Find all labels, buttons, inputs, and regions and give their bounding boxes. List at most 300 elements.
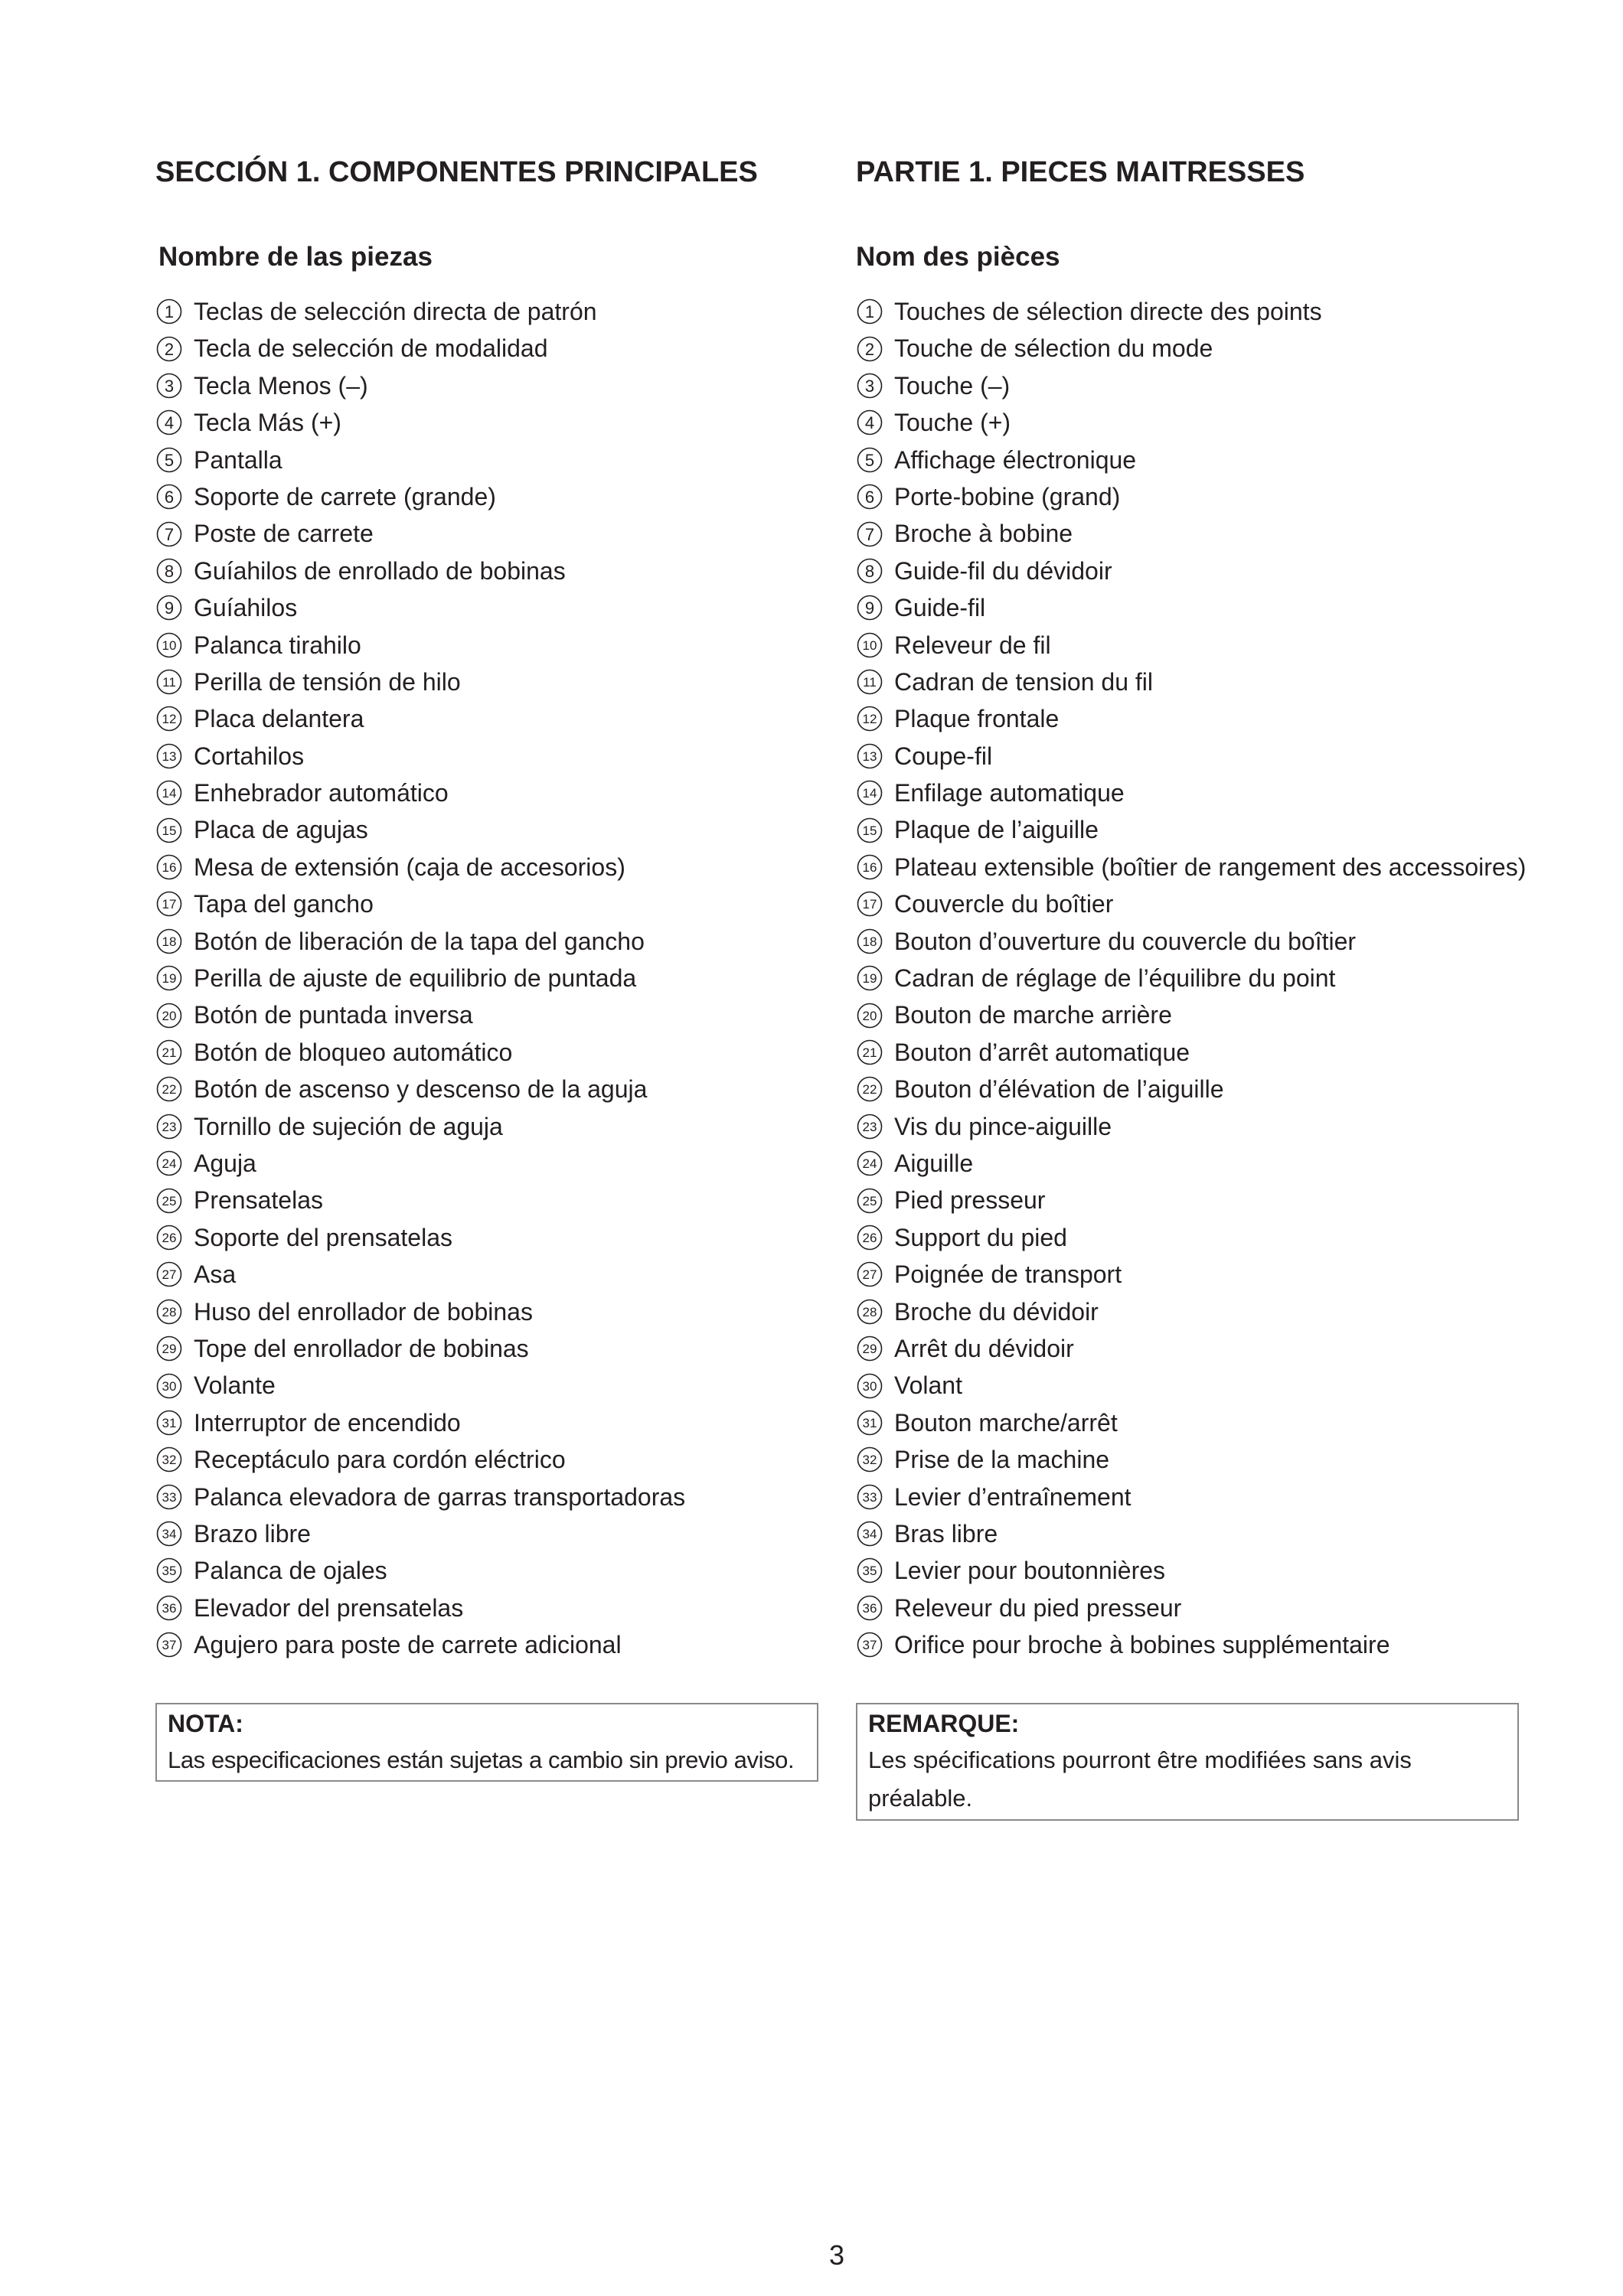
list-item: [856, 1219, 1526, 1256]
svg-text:17: 17: [862, 897, 877, 912]
svg-text:35: 35: [162, 1564, 177, 1579]
circled-number: [856, 1594, 883, 1622]
list-item: [856, 923, 1526, 960]
list-item: [856, 1515, 1526, 1552]
list-item: [155, 1515, 685, 1552]
part-name: Placa de agujas: [194, 816, 368, 844]
list-item: [856, 330, 1526, 367]
circled-number: [856, 779, 883, 807]
circled-number: [155, 1594, 183, 1622]
circled-number: [856, 890, 883, 918]
circled-number: [856, 1261, 883, 1288]
part-name: Tornillo de sujeción de aguja: [194, 1112, 503, 1140]
page-number: 3: [828, 2239, 845, 2271]
svg-text:14: 14: [162, 786, 177, 801]
svg-text:25: 25: [162, 1193, 177, 1208]
circled-number: [856, 1409, 883, 1437]
list-item: [155, 404, 685, 441]
list-item: [856, 1404, 1526, 1441]
svg-text:30: 30: [162, 1378, 177, 1394]
circled-number: [856, 557, 883, 585]
list-item: [856, 404, 1526, 441]
list-item: [155, 515, 685, 552]
list-item: [155, 996, 685, 1033]
part-name: Cadran de réglage de l’équilibre du point: [894, 964, 1336, 993]
part-name: Bouton de marche arrière: [894, 1001, 1172, 1029]
part-name: Vis du pince-aiguille: [894, 1112, 1112, 1140]
part-name: Palanca de ojales: [194, 1557, 387, 1585]
circled-number: [155, 557, 183, 585]
note-text-french: Les spécifications pourront être modifiées sans avis préalable.: [868, 1746, 1412, 1812]
circled-number: [155, 1631, 183, 1658]
circled-number: [856, 1372, 883, 1400]
circled-number: [856, 372, 883, 400]
part-name: Botón de ascenso y descenso de la aguja: [194, 1075, 648, 1104]
part-name: Levier d’entraînement: [894, 1482, 1132, 1511]
part-name: Touche de sélection du mode: [894, 334, 1213, 363]
circled-number: [856, 853, 883, 881]
list-item: [155, 1108, 685, 1145]
svg-text:36: 36: [862, 1600, 877, 1616]
french-column: [856, 153, 1591, 1812]
svg-text:19: 19: [862, 971, 877, 987]
list-item: [856, 1071, 1526, 1107]
svg-text:5: 5: [864, 450, 875, 470]
list-item: [856, 553, 1526, 589]
list-item: [856, 1256, 1526, 1293]
circled-number: [155, 1075, 183, 1103]
circled-number: [856, 1446, 883, 1473]
circled-number: [856, 1631, 883, 1658]
parts-list-spanish: [155, 293, 685, 1663]
part-name: Soporte de carrete (grande): [194, 482, 496, 510]
part-name: Pied presseur: [894, 1186, 1046, 1215]
svg-text:12: 12: [862, 712, 877, 727]
list-item: [856, 1182, 1526, 1218]
circled-number: [155, 1298, 183, 1326]
svg-text:9: 9: [864, 598, 875, 618]
list-item: [155, 1071, 685, 1107]
list-item: [155, 1293, 685, 1330]
list-item: [155, 1219, 685, 1256]
spanish-column: [155, 153, 829, 1773]
part-name: Guíahilos: [194, 594, 298, 622]
list-item: [155, 700, 685, 737]
list-item: [155, 442, 685, 478]
circled-number: [155, 928, 183, 955]
part-name: Touche (+): [894, 409, 1011, 437]
part-name: Asa: [194, 1261, 237, 1289]
part-name: Tecla Más (+): [194, 409, 341, 437]
part-name: Brazo libre: [194, 1519, 311, 1548]
list-item: [856, 1441, 1526, 1478]
circled-number: [155, 1409, 183, 1437]
svg-text:2: 2: [864, 339, 875, 359]
svg-text:10: 10: [862, 638, 877, 653]
part-name: Levier pour boutonnières: [894, 1557, 1166, 1585]
part-name: Palanca elevadora de garras transportadoras: [194, 1482, 686, 1511]
list-item: [856, 1108, 1526, 1145]
part-name: Elevador del prensatelas: [194, 1593, 464, 1622]
circled-number: [155, 298, 183, 325]
svg-text:13: 13: [162, 748, 177, 764]
circled-number: [856, 1483, 883, 1511]
svg-text:18: 18: [862, 934, 877, 949]
part-name: Tecla de selección de modalidad: [194, 334, 548, 363]
part-name: Agujero para poste de carrete adicional: [194, 1631, 622, 1659]
list-item: [856, 293, 1526, 330]
svg-text:27: 27: [862, 1267, 877, 1283]
circled-number: [155, 1187, 183, 1215]
svg-text:19: 19: [162, 971, 177, 987]
svg-text:23: 23: [162, 1119, 177, 1134]
circled-number: [155, 890, 183, 918]
svg-text:24: 24: [862, 1156, 877, 1172]
part-name: Huso del enrollador de bobinas: [194, 1297, 533, 1326]
circled-number: [155, 1335, 183, 1362]
part-name: Plateau extensible (boîtier de rangement des accessoires): [894, 853, 1527, 881]
circled-number: [856, 1557, 883, 1584]
circled-number: [856, 335, 883, 363]
circled-number: [155, 631, 183, 659]
circled-number: [155, 1261, 183, 1288]
circled-number: [155, 964, 183, 992]
list-item: [856, 1034, 1526, 1071]
part-name: Cadran de tension du fil: [894, 667, 1153, 696]
list-item: [155, 330, 685, 367]
list-item: [155, 627, 685, 664]
list-item: [856, 1626, 1526, 1663]
svg-text:15: 15: [162, 823, 177, 838]
part-name: Coupe-fil: [894, 742, 993, 770]
part-name: Cortahilos: [194, 742, 305, 770]
list-item: [856, 442, 1526, 478]
circled-number: [856, 520, 883, 548]
circled-number: [155, 1113, 183, 1140]
svg-text:13: 13: [862, 748, 877, 764]
svg-text:11: 11: [162, 675, 176, 690]
part-name: Orifice pour broche à bobines supplémentaire: [894, 1631, 1390, 1659]
circled-number: [155, 1446, 183, 1473]
list-item: [155, 1626, 685, 1663]
svg-text:37: 37: [862, 1638, 877, 1653]
svg-text:30: 30: [862, 1378, 877, 1394]
part-name: Aiguille: [894, 1149, 974, 1177]
list-item: [856, 1293, 1526, 1330]
part-name: Porte-bobine (grand): [894, 482, 1121, 510]
part-name: Aguja: [194, 1149, 256, 1177]
list-item: [155, 1404, 685, 1441]
svg-text:33: 33: [162, 1489, 177, 1505]
svg-text:1: 1: [164, 302, 175, 322]
svg-text:26: 26: [162, 1230, 177, 1245]
part-name: Plaque frontale: [894, 705, 1060, 733]
circled-number: [155, 1520, 183, 1548]
list-item: [155, 1034, 685, 1071]
list-item: [155, 1441, 685, 1478]
part-name: Placa delantera: [194, 705, 364, 733]
svg-text:27: 27: [162, 1267, 177, 1283]
circled-number: [155, 520, 183, 548]
circled-number: [155, 817, 183, 844]
circled-number: [155, 446, 183, 474]
list-item: [155, 1330, 685, 1367]
circled-number: [856, 1298, 883, 1326]
list-item: [856, 627, 1526, 664]
list-item: [155, 589, 685, 626]
part-name: Botón de liberación de la tapa del gancho: [194, 927, 645, 955]
svg-text:33: 33: [862, 1489, 877, 1505]
list-item: [155, 1590, 685, 1626]
part-name: Tecla Menos (–): [194, 371, 368, 400]
part-name: Bouton d’arrêt automatique: [894, 1038, 1190, 1066]
circled-number: [856, 298, 883, 325]
part-name: Bras libre: [894, 1519, 998, 1548]
list-item: [856, 1330, 1526, 1367]
note-box-spanish: [155, 1703, 818, 1782]
list-item: [155, 1479, 685, 1515]
subtitle-spanish: Nombre de las piezas: [158, 242, 433, 272]
circled-number: [155, 668, 183, 696]
svg-text:24: 24: [162, 1156, 177, 1172]
circled-number: [856, 964, 883, 992]
list-item: [155, 1182, 685, 1218]
svg-text:22: 22: [162, 1082, 177, 1097]
part-name: Bouton marche/arrêt: [894, 1408, 1118, 1437]
circled-number: [155, 1483, 183, 1511]
circled-number: [155, 1039, 183, 1066]
circled-number: [155, 335, 183, 363]
list-item: [155, 923, 685, 960]
circled-number: [856, 1075, 883, 1103]
part-name: Bouton d’ouverture du couvercle du boîtier: [894, 927, 1357, 955]
svg-text:4: 4: [864, 413, 875, 433]
list-item: [856, 589, 1526, 626]
circled-number: [155, 1372, 183, 1400]
list-item: [155, 367, 685, 404]
note-title-french: REMARQUE:: [868, 1710, 1020, 1737]
circled-number: [856, 817, 883, 844]
svg-text:32: 32: [162, 1453, 177, 1468]
list-item: [155, 553, 685, 589]
part-name: Soporte del prensatelas: [194, 1223, 452, 1251]
svg-text:12: 12: [162, 712, 177, 727]
part-name: Guide-fil du dévidoir: [894, 556, 1112, 585]
svg-text:37: 37: [162, 1638, 177, 1653]
part-name: Pantalla: [194, 445, 282, 474]
svg-text:6: 6: [164, 488, 175, 507]
svg-text:29: 29: [162, 1342, 177, 1357]
part-name: Tope del enrollador de bobinas: [194, 1334, 529, 1362]
circled-number: [155, 705, 183, 732]
part-name: Poste de carrete: [194, 520, 374, 548]
svg-text:29: 29: [862, 1342, 877, 1357]
part-name: Broche du dévidoir: [894, 1297, 1099, 1326]
svg-text:31: 31: [162, 1415, 177, 1430]
svg-text:18: 18: [162, 934, 177, 949]
parts-list-french: [856, 293, 1526, 1663]
list-item: [856, 1145, 1526, 1182]
circled-number: [856, 409, 883, 436]
svg-text:34: 34: [162, 1527, 177, 1542]
part-name: Plaque de l’aiguille: [894, 816, 1099, 844]
circled-number: [856, 742, 883, 770]
svg-text:8: 8: [864, 561, 875, 581]
list-item: [856, 1367, 1526, 1404]
list-item: [856, 1590, 1526, 1626]
circled-number: [856, 594, 883, 621]
part-name: Perilla de ajuste de equilibrio de puntada: [194, 964, 637, 993]
part-name: Teclas de selección directa de patrón: [194, 298, 597, 325]
svg-text:22: 22: [862, 1082, 877, 1097]
circled-number: [856, 1150, 883, 1177]
list-item: [155, 664, 685, 700]
svg-text:28: 28: [862, 1304, 877, 1319]
part-name: Couvercle du boîtier: [894, 890, 1114, 918]
list-item: [856, 478, 1526, 515]
circled-number: [155, 594, 183, 621]
svg-text:35: 35: [862, 1564, 877, 1579]
part-name: Releveur du pied presseur: [894, 1593, 1182, 1622]
part-name: Guíahilos de enrollado de bobinas: [194, 556, 566, 585]
svg-text:10: 10: [162, 638, 177, 653]
list-item: [155, 1367, 685, 1404]
svg-text:23: 23: [862, 1119, 877, 1134]
svg-text:11: 11: [863, 675, 877, 690]
part-name: Prise de la machine: [894, 1446, 1110, 1474]
svg-text:4: 4: [164, 413, 175, 433]
part-name: Botón de bloqueo automático: [194, 1038, 513, 1066]
subtitle-french: Nom des pièces: [856, 242, 1060, 272]
circled-number: [856, 705, 883, 732]
svg-text:3: 3: [864, 376, 875, 396]
svg-text:15: 15: [862, 823, 877, 838]
part-name: Support du pied: [894, 1223, 1067, 1251]
circled-number: [856, 446, 883, 474]
list-item: [155, 1145, 685, 1182]
part-name: Interruptor de encendido: [194, 1408, 461, 1437]
circled-number: [856, 631, 883, 659]
list-item: [856, 1479, 1526, 1515]
list-item: [856, 775, 1526, 811]
part-name: Bouton d’élévation de l’aiguille: [894, 1075, 1224, 1104]
circled-number: [856, 483, 883, 510]
circled-number: [155, 1150, 183, 1177]
part-name: Receptáculo para cordón eléctrico: [194, 1446, 566, 1474]
circled-number: [856, 1002, 883, 1029]
part-name: Affichage électronique: [894, 445, 1137, 474]
section-title-french: PARTIE 1. PIECES MAITRESSES: [856, 156, 1305, 188]
svg-text:6: 6: [864, 488, 875, 507]
list-item: [856, 515, 1526, 552]
svg-text:16: 16: [162, 860, 177, 876]
circled-number: [155, 1224, 183, 1251]
circled-number: [155, 742, 183, 770]
circled-number: [856, 1039, 883, 1066]
svg-text:32: 32: [862, 1453, 877, 1468]
svg-text:14: 14: [862, 786, 877, 801]
list-item: [155, 293, 685, 330]
circled-number: [155, 779, 183, 807]
part-name: Palanca tirahilo: [194, 631, 361, 659]
svg-text:1: 1: [864, 302, 875, 322]
list-item: [155, 1256, 685, 1293]
circled-number: [856, 1224, 883, 1251]
svg-text:25: 25: [862, 1193, 877, 1208]
list-item: [155, 775, 685, 811]
circled-number: [155, 1002, 183, 1029]
part-name: Touches de sélection directe des points: [894, 298, 1322, 325]
circled-number: [155, 483, 183, 510]
part-name: Enfilage automatique: [894, 779, 1125, 807]
list-item: [155, 811, 685, 848]
circled-number: [856, 1113, 883, 1140]
svg-text:3: 3: [164, 376, 175, 396]
part-name: Perilla de tensión de hilo: [194, 667, 461, 696]
svg-text:20: 20: [162, 1008, 177, 1023]
list-item: [856, 885, 1526, 922]
note-title-spanish: NOTA:: [168, 1710, 243, 1737]
svg-text:21: 21: [862, 1045, 877, 1060]
list-item: [155, 1552, 685, 1589]
part-name: Prensatelas: [194, 1186, 323, 1215]
list-item: [856, 849, 1526, 885]
svg-text:7: 7: [164, 524, 175, 544]
part-name: Botón de puntada inversa: [194, 1001, 473, 1029]
part-name: Poignée de transport: [894, 1261, 1122, 1289]
list-item: [155, 960, 685, 996]
svg-text:21: 21: [162, 1045, 177, 1060]
circled-number: [155, 853, 183, 881]
svg-text:36: 36: [162, 1600, 177, 1616]
svg-text:28: 28: [162, 1304, 177, 1319]
circled-number: [856, 1187, 883, 1215]
svg-text:17: 17: [162, 897, 177, 912]
part-name: Touche (–): [894, 371, 1011, 400]
svg-text:31: 31: [862, 1415, 877, 1430]
part-name: Broche à bobine: [894, 520, 1073, 548]
note-text-spanish: Las especificaciones están sujetas a cambio sin previo aviso.: [168, 1746, 795, 1773]
list-item: [155, 738, 685, 775]
list-item: [155, 885, 685, 922]
circled-number: [856, 1335, 883, 1362]
svg-text:8: 8: [164, 561, 175, 581]
list-item: [856, 811, 1526, 848]
circled-number: [155, 1557, 183, 1584]
svg-text:9: 9: [164, 598, 175, 618]
svg-text:16: 16: [862, 860, 877, 876]
svg-text:20: 20: [862, 1008, 877, 1023]
svg-text:2: 2: [164, 339, 175, 359]
list-item: [856, 738, 1526, 775]
list-item: [155, 849, 685, 885]
svg-text:26: 26: [862, 1230, 877, 1245]
circled-number: [856, 928, 883, 955]
list-item: [856, 367, 1526, 404]
svg-text:5: 5: [164, 450, 175, 470]
circled-number: [856, 668, 883, 696]
part-name: Volante: [194, 1371, 276, 1400]
part-name: Releveur de fil: [894, 631, 1051, 659]
part-name: Volant: [894, 1371, 962, 1400]
list-item: [856, 700, 1526, 737]
part-name: Enhebrador automático: [194, 779, 449, 807]
section-title-spanish: SECCIÓN 1. COMPONENTES PRINCIPALES: [155, 156, 758, 188]
list-item: [155, 478, 685, 515]
circled-number: [155, 409, 183, 436]
part-name: Mesa de extensión (caja de accesorios): [194, 853, 625, 881]
part-name: Guide-fil: [894, 594, 986, 622]
